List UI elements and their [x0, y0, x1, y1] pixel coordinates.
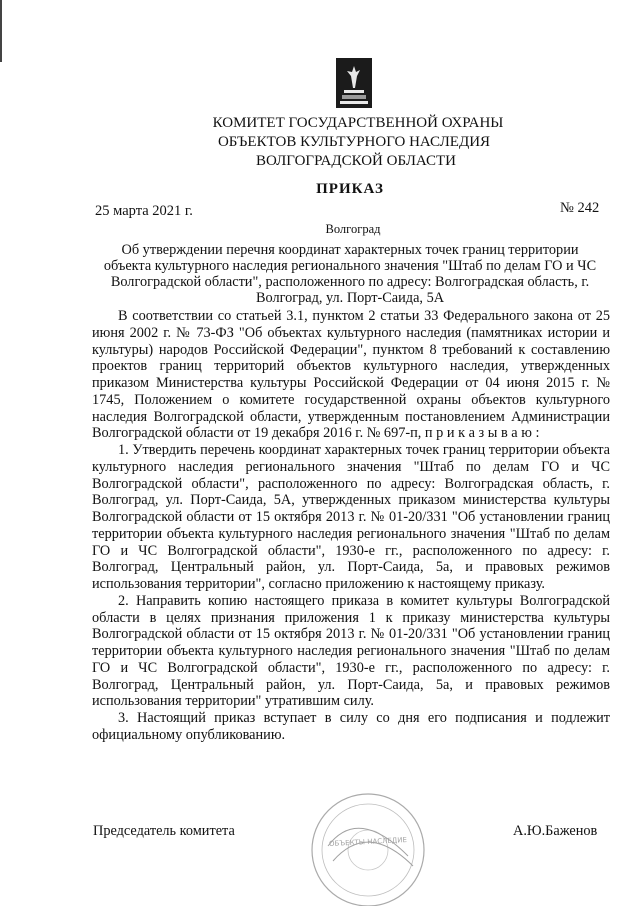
header-line-1: КОМИТЕТ ГОСУДАРСТВЕННОЙ ОХРАНЫ [212, 115, 504, 131]
order-city: Волгоград [325, 222, 381, 236]
item-2-paragraph: 2. Направить копию настоящего приказа в комитет культуры Волгоградской области в целях признания приложения 1 к приказу министерства культуры Волгоградской области от 15 октября 2013 г. № 01-20/331 "Об установлении границ территории объекта культурного наследия регионального значения "Штаб по делам ГО и ЧС Волгоградской области", 1930-е гг., расположенного по адресу: г. Волгоград, Центральный район, ул. Порт-Саида, 5а, и правовых режимов использования территории" утратившим силу. [92, 592, 610, 710]
page-edge-mark [0, 0, 2, 62]
preamble-paragraph: В соответствии со статьей 3.1, пунктом 2 статьи 33 Федерального закона от 25 июня 2002 г. № 73-ФЗ "Об объектах культурного наследия (памятниках истории и культуры) народов Российской Федерации", пунктом 8 требований к составлению проектов границ территорий объектов культурного наследия, утвержденных приказом Министерства культуры Российской Федерации от 04 июня 2015 г. № 1745, Положением о комитете государственной охраны объектов культурного наследия Волгоградской области, утвержденным постановлением Администрации Волгоградской области от 19 декабря 2016 г. № 697-п, п р и к а з ы в а ю : [92, 308, 610, 442]
item-1-paragraph: 1. Утвердить перечень координат характерных точек границ территории объекта культурного наследия регионального значения "Штаб по делам ГО и ЧС Волгоградской области", расположенного по адресу: Волгоградская область, г. Волгоград, ул. Порт-Саида, 5А, утвержденных приказом министерства культуры Волгоградской области от 15 октября 2013 г. № 01-20/331 "Об установлении границ территории объекта культурного наследия регионального значения "Штаб по делам ГО и ЧС Волгоградской области", 1930-е гг., расположенного по адресу: г. Волгоград, Центральный район, ул. Порт-Саида, 5а, и правовых режимов использования территории", согласно приложению к настоящему приказу. [92, 442, 610, 592]
order-number: № 242 [560, 200, 600, 216]
header-line-3: ВОЛГОГРАДСКОЙ ОБЛАСТИ [256, 153, 456, 169]
signatory-name: А.Ю.Баженов [513, 823, 598, 839]
order-title: ПРИКАЗ [316, 181, 384, 197]
stamp-text: ОБЪЕКТЫ НАСЛЕДИЕ [328, 835, 408, 849]
order-subject: Об утверждении перечня координат характерных точек границ территории объекта культурного наследия регионального значения "Штаб по делам ГО и ЧС Волгоградской области", расположенного по адресу: Волгоградская область, г. Волгоград, ул. Порт-Саида, 5А [103, 242, 597, 306]
order-body [92, 308, 610, 744]
header-line-2: ОБЪЕКТОВ КУЛЬТУРНОГО НАСЛЕДИЯ [217, 134, 491, 150]
coat-of-arms-icon [336, 58, 372, 108]
order-date: 25 марта 2021 г. [95, 203, 193, 219]
signatory-position: Председатель комитета [93, 823, 235, 839]
item-3-paragraph: 3. Настоящий приказ вступает в силу со дня его подписания и подлежит официальному опубликованию. [92, 710, 610, 743]
official-seal-icon [298, 786, 438, 906]
